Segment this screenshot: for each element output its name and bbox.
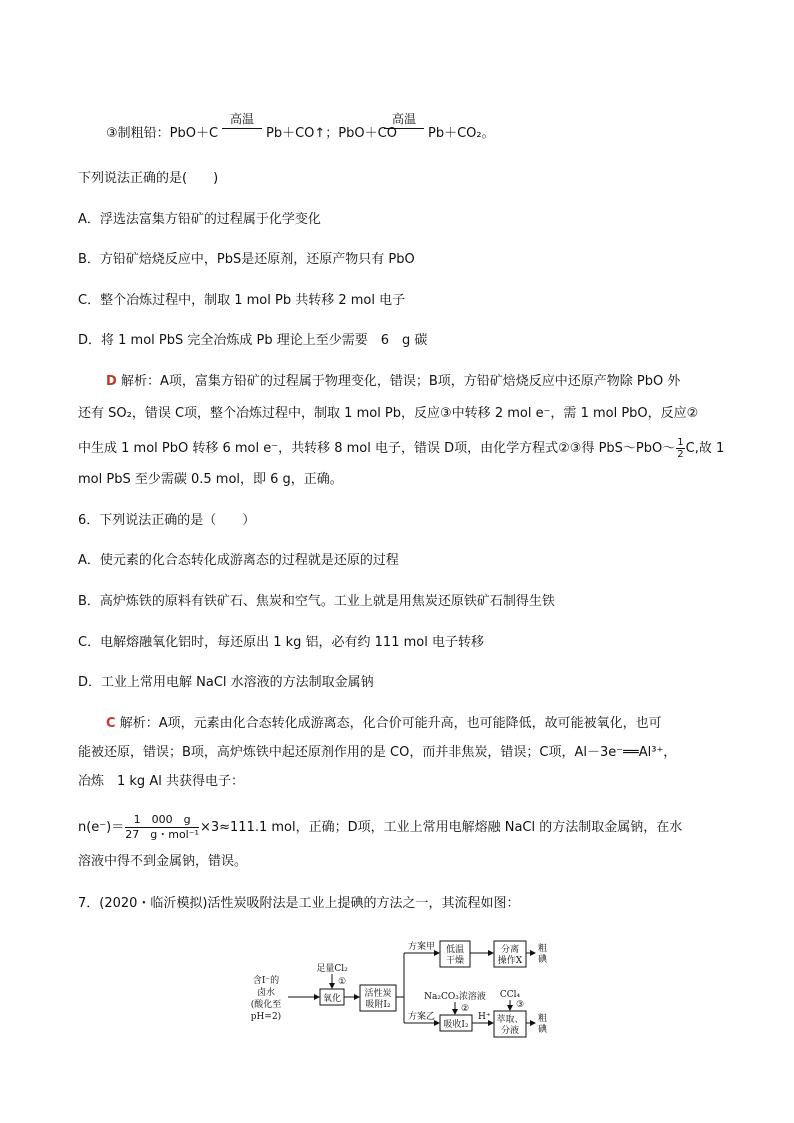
q6-option-a: A．使元素的化合态转化成游离态的过程就是还原的过程 <box>78 553 399 568</box>
step-2: ② <box>461 1004 470 1014</box>
q6-analysis-line3: 冶炼 1 kg Al 共获得电子： <box>78 774 244 789</box>
product-a-line1: 粗 <box>538 944 548 954</box>
step-3: ③ <box>516 1000 525 1010</box>
q5-answer: D <box>106 374 117 389</box>
box-dry-line1: 低温 <box>445 945 465 955</box>
q5-analysis-line2: 还有 SO₂，错误 C项，整个冶炼过程中，制取 1 mol Pb，反应③中转移 2 mol e⁻，需 1 mol PbO，反应② <box>78 406 699 421</box>
box-oxidize-label: 氧化 <box>322 994 342 1004</box>
source-line3: (酸化至 <box>250 1000 282 1010</box>
eq3-mid: Pb＋CO↑；PbO＋CO <box>266 126 397 141</box>
q6-analysis-formula <box>78 813 682 842</box>
q5-analysis-text3b: C,故 1 <box>685 441 725 456</box>
q6-analysis-line1 <box>106 715 662 733</box>
q6-analysis-text1: 解析：A项，元素由化合态转化成游离态，化合价可能升高，也可能降低，故可能被氧化，也可 <box>119 716 662 731</box>
q6-analysis-rest: ×3≈111.1 mol，正确；D项，工业上常用电解熔融 NaCl 的方法制取金属钠，在水 <box>199 820 683 835</box>
q5-analysis-text1: 解析：A项，富集方铅矿的过程属于物理变化，错误；B项，方铅矿焙烧反应中还原产物除 PbO 外 <box>120 374 681 389</box>
q5-analysis-line4: mol PbS 至少需碳 0.5 mol，即 6 g，正确。 <box>78 472 343 487</box>
eq3-cond1-text: 高温 <box>229 112 254 126</box>
q6-option-c: C．电解熔融氧化铝时，每还原出 1 kg 铝，必有约 111 mol 电子转移 <box>78 635 484 650</box>
eq3-condition-1 <box>222 110 262 129</box>
q6-option-d: D．工业上常用电解 NaCl 水溶液的方法制取金属钠 <box>78 675 374 690</box>
electron-fraction-num: 1 000 g <box>125 813 199 828</box>
q6-option-b: B．高炉炼铁的原料有铁矿石、焦炭和空气。工业上就是用焦炭还原铁矿石制得生铁 <box>78 594 555 609</box>
fraction-numerator: 1 <box>677 437 684 448</box>
product-b-line2: 碘 <box>538 1025 548 1035</box>
step-1: ① <box>338 977 347 987</box>
box-adsorb-line2: 吸附I₂ <box>365 1000 391 1010</box>
box-separate-line1: 分离 <box>500 945 520 955</box>
q6-answer: C <box>106 716 116 731</box>
electron-fraction <box>125 813 199 842</box>
q7-stem: 7．(2020・临沂模拟)活性炭吸附法是工业上提碘的方法之一，其流程如图： <box>78 896 520 911</box>
route-a-label: 方案甲 <box>408 942 436 952</box>
ne-label: n(e⁻)＝ <box>78 820 125 835</box>
reagent-cl2: 足量Cl₂ <box>316 964 348 974</box>
reagent-ccl4: CCl₄ <box>499 990 521 1000</box>
q5-stem: 下列说法正确的是( ) <box>78 171 219 186</box>
half-fraction <box>676 437 684 460</box>
box-adsorb-line1: 活性炭 <box>364 989 392 999</box>
q5-option-a: A．浮选法富集方铅矿的过程属于化学变化 <box>78 212 321 227</box>
product-b-line1: 粗 <box>538 1014 548 1024</box>
box-extract-line2: 分液 <box>500 1026 520 1036</box>
q5-option-d: D．将 1 mol PbS 完全冶炼成 Pb 理论上至少需要 6 g 碳 <box>78 333 428 348</box>
product-a-line2: 碘 <box>538 955 548 965</box>
q6-analysis-line5: 溶液中得不到金属钠，错误。 <box>78 854 248 869</box>
fraction-denominator: 2 <box>677 449 684 460</box>
box-separate-line2: 操作X <box>497 956 523 966</box>
iodine-flowchart <box>250 935 560 1045</box>
eq3-suffix: Pb＋CO₂。 <box>428 126 495 141</box>
eq3-prefix: ③制粗铅：PbO＋C <box>106 126 219 141</box>
acid-label: H⁺ <box>478 1012 491 1022</box>
q6-stem: 6．下列说法正确的是（ ） <box>78 513 256 528</box>
box-extract-line1: 萃取、 <box>496 1015 524 1025</box>
q5-analysis-line1 <box>106 373 680 391</box>
q5-option-c: C．整个冶炼过程中，制取 1 mol Pb 共转移 2 mol 电子 <box>78 293 406 308</box>
source-line1: 含I⁻的 <box>252 976 280 986</box>
q5-analysis-text3: 中生成 1 mol PbO 转移 6 mol e⁻，共转移 8 mol 电子，错误 D项，由化学方程式②③得 PbS～PbO～ <box>78 441 676 456</box>
q5-analysis-line3 <box>78 437 724 460</box>
eq3-condition-2 <box>384 110 424 129</box>
source-line2: 卤水 <box>256 988 276 998</box>
route-b-label: 方案乙 <box>408 1012 436 1022</box>
q5-option-b: B．方铅矿焙烧反应中，PbS是还原剂，还原产物只有 PbO <box>78 252 415 267</box>
source-line4: pH=2) <box>250 1012 282 1022</box>
reagent-na2co3: Na₂CO₃浓溶液 <box>424 992 486 1002</box>
electron-fraction-den: 27 g・mol⁻¹ <box>125 828 199 841</box>
box-absorb-label: 吸收I₂ <box>443 1020 469 1030</box>
q6-analysis-line2: 能被还原，错误；B项，高炉炼铁中起还原剂作用的是 CO，而并非焦炭，错误；C项，Al－3e⁻══Al³⁺， <box>78 745 677 760</box>
eq3-cond2-text: 高温 <box>391 112 416 126</box>
box-dry-line2: 干燥 <box>445 956 465 966</box>
